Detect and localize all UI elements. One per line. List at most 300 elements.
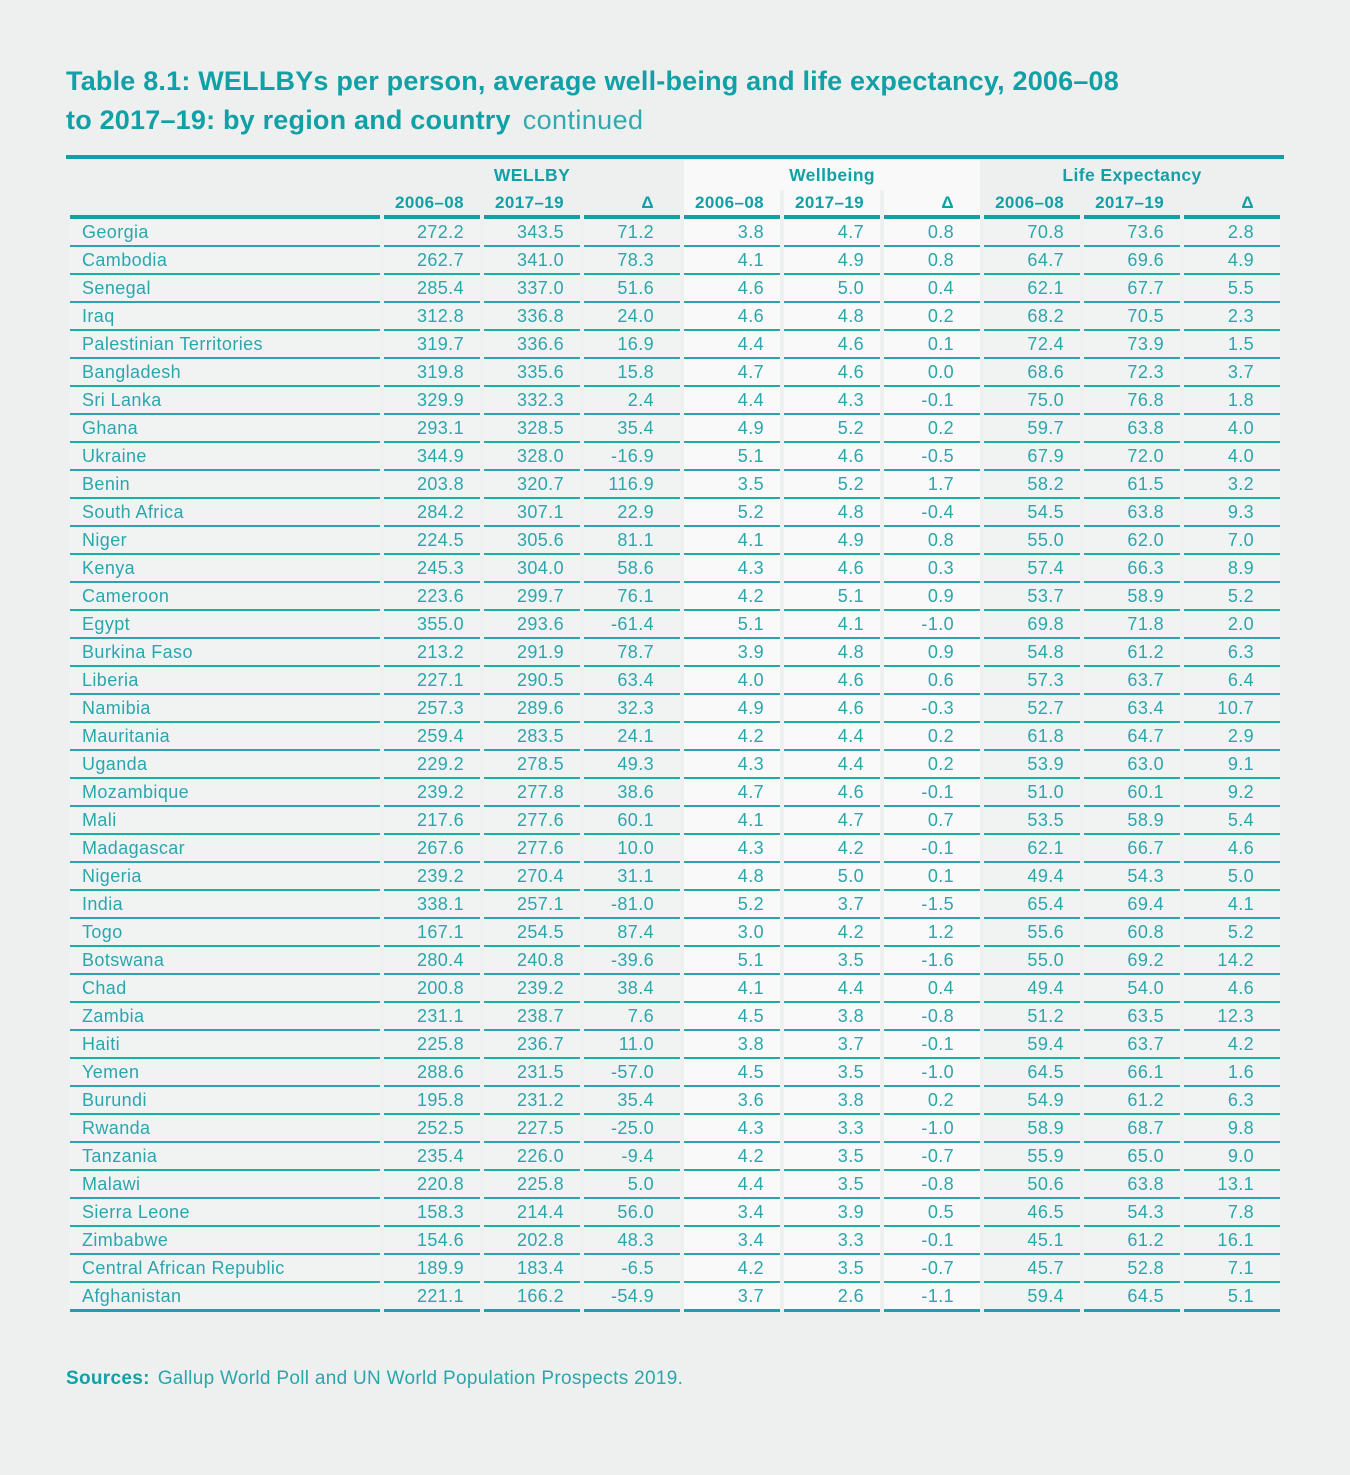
value-cell: -0.5 <box>884 443 980 471</box>
value-cell: 51.2 <box>984 1003 1080 1031</box>
value-cell: 277.6 <box>484 835 580 863</box>
column-header: 2006–08 <box>984 190 1080 219</box>
value-cell: 65.0 <box>1084 1143 1180 1171</box>
table-row <box>70 247 1280 275</box>
value-cell: 4.2 <box>684 1255 780 1283</box>
value-cell: 4.0 <box>1184 415 1280 443</box>
value-cell: 3.5 <box>784 947 880 975</box>
table-row <box>70 471 1280 499</box>
value-cell: 305.6 <box>484 527 580 555</box>
value-cell: 239.2 <box>384 779 480 807</box>
value-cell: 4.6 <box>784 779 880 807</box>
table-row <box>70 1087 1280 1115</box>
value-cell: 3.8 <box>684 219 780 247</box>
table-row <box>70 1143 1280 1171</box>
table-row <box>70 443 1280 471</box>
country-cell: Zambia <box>70 1003 380 1031</box>
value-cell: 0.1 <box>884 331 980 359</box>
table-row <box>70 1003 1280 1031</box>
value-cell: -39.6 <box>584 947 680 975</box>
value-cell: 3.4 <box>684 1227 780 1255</box>
value-cell: -0.1 <box>884 779 980 807</box>
value-cell: 72.3 <box>1084 359 1180 387</box>
value-cell: 70.5 <box>1084 303 1180 331</box>
value-cell: 6.3 <box>1184 1087 1280 1115</box>
table-row <box>70 499 1280 527</box>
country-cell: Haiti <box>70 1031 380 1059</box>
value-cell: 167.1 <box>384 919 480 947</box>
value-cell: 58.9 <box>1084 807 1180 835</box>
value-cell: 58.6 <box>584 555 680 583</box>
value-cell: 78.7 <box>584 639 680 667</box>
value-cell: 9.2 <box>1184 779 1280 807</box>
value-cell: 0.8 <box>884 527 980 555</box>
value-cell: 290.5 <box>484 667 580 695</box>
group-header-spacer <box>70 160 380 190</box>
value-cell: 6.4 <box>1184 667 1280 695</box>
value-cell: 45.7 <box>984 1255 1080 1283</box>
value-cell: 220.8 <box>384 1171 480 1199</box>
value-cell: 336.8 <box>484 303 580 331</box>
country-cell: Egypt <box>70 611 380 639</box>
value-cell: 329.9 <box>384 387 480 415</box>
table-row <box>70 415 1280 443</box>
value-cell: 3.9 <box>784 1199 880 1227</box>
value-cell: 238.7 <box>484 1003 580 1031</box>
value-cell: 49.4 <box>984 863 1080 891</box>
value-cell: 6.3 <box>1184 639 1280 667</box>
value-cell: 225.8 <box>384 1031 480 1059</box>
value-cell: 69.4 <box>1084 891 1180 919</box>
value-cell: 3.5 <box>784 1143 880 1171</box>
country-cell: Chad <box>70 975 380 1003</box>
value-cell: 278.5 <box>484 751 580 779</box>
value-cell: 4.0 <box>684 667 780 695</box>
value-cell: 320.7 <box>484 471 580 499</box>
value-cell: 2.4 <box>584 387 680 415</box>
column-header-delta: Δ <box>1184 190 1280 219</box>
value-cell: 4.6 <box>784 555 880 583</box>
country-cell: Bangladesh <box>70 359 380 387</box>
value-cell: 57.3 <box>984 667 1080 695</box>
table-row <box>70 1171 1280 1199</box>
value-cell: 4.3 <box>684 751 780 779</box>
value-cell: 54.3 <box>1084 1199 1180 1227</box>
value-cell: 231.2 <box>484 1087 580 1115</box>
country-cell: Rwanda <box>70 1115 380 1143</box>
table-row <box>70 1227 1280 1255</box>
value-cell: 69.2 <box>1084 947 1180 975</box>
value-cell: 68.2 <box>984 303 1080 331</box>
value-cell: 4.1 <box>784 611 880 639</box>
value-cell: -81.0 <box>584 891 680 919</box>
value-cell: 3.5 <box>684 471 780 499</box>
value-cell: 10.0 <box>584 835 680 863</box>
sources-label: Sources: <box>66 1368 150 1389</box>
value-cell: 63.5 <box>1084 1003 1180 1031</box>
value-cell: 227.1 <box>384 667 480 695</box>
group-header-wellby: WELLBY <box>493 164 571 185</box>
value-cell: 116.9 <box>584 471 680 499</box>
table-row <box>70 1255 1280 1283</box>
column-header: 2017–19 <box>784 190 880 219</box>
value-cell: 4.6 <box>784 667 880 695</box>
value-cell: 3.0 <box>684 919 780 947</box>
value-cell: 54.5 <box>984 499 1080 527</box>
value-cell: -0.1 <box>884 1227 980 1255</box>
value-cell: 5.0 <box>784 863 880 891</box>
value-cell: -16.9 <box>584 443 680 471</box>
value-cell: 336.6 <box>484 331 580 359</box>
value-cell: 337.0 <box>484 275 580 303</box>
value-cell: 4.2 <box>784 919 880 947</box>
value-cell: 217.6 <box>384 807 480 835</box>
value-cell: 4.5 <box>684 1003 780 1031</box>
value-cell: 4.7 <box>684 779 780 807</box>
value-cell: 72.4 <box>984 331 1080 359</box>
value-cell: -1.5 <box>884 891 980 919</box>
title-line-2: to 2017–19: by region and country <box>66 105 511 135</box>
value-cell: 63.4 <box>1084 695 1180 723</box>
table-row <box>70 723 1280 751</box>
value-cell: 299.7 <box>484 583 580 611</box>
value-cell: 71.8 <box>1084 611 1180 639</box>
table-row <box>70 1115 1280 1143</box>
value-cell: 53.9 <box>984 751 1080 779</box>
value-cell: 2.8 <box>1184 219 1280 247</box>
value-cell: 57.4 <box>984 555 1080 583</box>
table-row <box>70 611 1280 639</box>
value-cell: 5.1 <box>784 583 880 611</box>
table-row <box>70 751 1280 779</box>
value-cell: 55.9 <box>984 1143 1080 1171</box>
value-cell: 52.8 <box>1084 1255 1180 1283</box>
value-cell: 4.2 <box>684 723 780 751</box>
value-cell: 2.9 <box>1184 723 1280 751</box>
country-cell: Ghana <box>70 415 380 443</box>
value-cell: 277.8 <box>484 779 580 807</box>
value-cell: 328.5 <box>484 415 580 443</box>
value-cell: 58.9 <box>984 1115 1080 1143</box>
value-cell: 61.8 <box>984 723 1080 751</box>
value-cell: 49.3 <box>584 751 680 779</box>
column-header: 2017–19 <box>1084 190 1180 219</box>
value-cell: 76.8 <box>1084 387 1180 415</box>
country-cell: Madagascar <box>70 835 380 863</box>
value-cell: 335.6 <box>484 359 580 387</box>
value-cell: 63.7 <box>1084 1031 1180 1059</box>
title-line-1: Table 8.1: WELLBYs per person, average well-being and life expectancy, 2006–08 <box>66 66 1119 96</box>
value-cell: 61.5 <box>1084 471 1180 499</box>
table-row <box>70 695 1280 723</box>
value-cell: 0.3 <box>884 555 980 583</box>
value-cell: 67.7 <box>1084 275 1180 303</box>
table-row <box>70 835 1280 863</box>
value-cell: 5.2 <box>684 891 780 919</box>
value-cell: 7.6 <box>584 1003 680 1031</box>
value-cell: 319.8 <box>384 359 480 387</box>
value-cell: 16.1 <box>1184 1227 1280 1255</box>
country-cell: Sierra Leone <box>70 1199 380 1227</box>
value-cell: 4.1 <box>684 527 780 555</box>
value-cell: -9.4 <box>584 1143 680 1171</box>
value-cell: 4.5 <box>684 1059 780 1087</box>
value-cell: 3.6 <box>684 1087 780 1115</box>
value-cell: 60.8 <box>1084 919 1180 947</box>
country-cell: Central African Republic <box>70 1255 380 1283</box>
value-cell: -1.0 <box>884 1115 980 1143</box>
value-cell: 257.3 <box>384 695 480 723</box>
value-cell: -0.3 <box>884 695 980 723</box>
value-cell: 267.6 <box>384 835 480 863</box>
country-cell: Kenya <box>70 555 380 583</box>
value-cell: 7.1 <box>1184 1255 1280 1283</box>
table-row <box>70 779 1280 807</box>
country-cell: Mali <box>70 807 380 835</box>
value-cell: 64.7 <box>984 247 1080 275</box>
value-cell: 5.0 <box>584 1171 680 1199</box>
value-cell: 231.5 <box>484 1059 580 1087</box>
value-cell: 32.3 <box>584 695 680 723</box>
country-cell: Tanzania <box>70 1143 380 1171</box>
value-cell: 69.8 <box>984 611 1080 639</box>
value-cell: 307.1 <box>484 499 580 527</box>
value-cell: 87.4 <box>584 919 680 947</box>
value-cell: -0.7 <box>884 1143 980 1171</box>
value-cell: -1.0 <box>884 611 980 639</box>
value-cell: 4.6 <box>784 443 880 471</box>
country-cell: Senegal <box>70 275 380 303</box>
value-cell: 45.1 <box>984 1227 1080 1255</box>
country-cell: Sri Lanka <box>70 387 380 415</box>
value-cell: 332.3 <box>484 387 580 415</box>
value-cell: 4.9 <box>684 695 780 723</box>
value-cell: 280.4 <box>384 947 480 975</box>
value-cell: 24.0 <box>584 303 680 331</box>
value-cell: 59.4 <box>984 1031 1080 1059</box>
sources-text: Gallup World Poll and UN World Population Prospects 2019. <box>157 1368 684 1389</box>
value-cell: 3.7 <box>784 891 880 919</box>
value-cell: 72.0 <box>1084 443 1180 471</box>
value-cell: 13.1 <box>1184 1171 1280 1199</box>
column-header: 2006–08 <box>384 190 480 219</box>
value-cell: 259.4 <box>384 723 480 751</box>
value-cell: 4.6 <box>784 359 880 387</box>
value-cell: 4.9 <box>784 527 880 555</box>
value-cell: 328.0 <box>484 443 580 471</box>
value-cell: -0.8 <box>884 1171 980 1199</box>
value-cell: 158.3 <box>384 1199 480 1227</box>
value-cell: 22.9 <box>584 499 680 527</box>
value-cell: -25.0 <box>584 1115 680 1143</box>
value-cell: 9.3 <box>1184 499 1280 527</box>
value-cell: 221.1 <box>384 1283 480 1312</box>
value-cell: 50.6 <box>984 1171 1080 1199</box>
country-cell: South Africa <box>70 499 380 527</box>
value-cell: 283.5 <box>484 723 580 751</box>
value-cell: 55.6 <box>984 919 1080 947</box>
value-cell: 9.0 <box>1184 1143 1280 1171</box>
value-cell: 4.6 <box>1184 835 1280 863</box>
value-cell: 61.2 <box>1084 1087 1180 1115</box>
value-cell: 4.6 <box>1184 975 1280 1003</box>
value-cell: 54.8 <box>984 639 1080 667</box>
wellby-table <box>66 160 1284 1312</box>
value-cell: 4.6 <box>784 695 880 723</box>
value-cell: 1.6 <box>1184 1059 1280 1087</box>
value-cell: 4.3 <box>784 387 880 415</box>
value-cell: -6.5 <box>584 1255 680 1283</box>
value-cell: 12.3 <box>1184 1003 1280 1031</box>
value-cell: 53.5 <box>984 807 1080 835</box>
value-cell: 4.7 <box>784 219 880 247</box>
value-cell: 59.7 <box>984 415 1080 443</box>
value-cell: -54.9 <box>584 1283 680 1312</box>
value-cell: -0.1 <box>884 1031 980 1059</box>
value-cell: 5.5 <box>1184 275 1280 303</box>
value-cell: -0.8 <box>884 1003 980 1031</box>
value-cell: -0.4 <box>884 499 980 527</box>
value-cell: 355.0 <box>384 611 480 639</box>
value-cell: 166.2 <box>484 1283 580 1312</box>
value-cell: 62.0 <box>1084 527 1180 555</box>
value-cell: 214.4 <box>484 1199 580 1227</box>
value-cell: 68.7 <box>1084 1115 1180 1143</box>
country-cell: Ukraine <box>70 443 380 471</box>
value-cell: 3.2 <box>1184 471 1280 499</box>
value-cell: 38.6 <box>584 779 680 807</box>
value-cell: 202.8 <box>484 1227 580 1255</box>
value-cell: 1.5 <box>1184 331 1280 359</box>
value-cell: 3.9 <box>684 639 780 667</box>
value-cell: 24.1 <box>584 723 680 751</box>
value-cell: 58.2 <box>984 471 1080 499</box>
value-cell: 4.7 <box>784 807 880 835</box>
table-row <box>70 555 1280 583</box>
value-cell: 293.1 <box>384 415 480 443</box>
country-cell: Liberia <box>70 667 380 695</box>
value-cell: 3.4 <box>684 1199 780 1227</box>
country-cell: India <box>70 891 380 919</box>
value-cell: 62.1 <box>984 275 1080 303</box>
value-cell: 2.0 <box>1184 611 1280 639</box>
table-row <box>70 275 1280 303</box>
value-cell: 73.6 <box>1084 219 1180 247</box>
value-cell: 54.0 <box>1084 975 1180 1003</box>
value-cell: -0.1 <box>884 835 980 863</box>
value-cell: 203.8 <box>384 471 480 499</box>
table-row <box>70 947 1280 975</box>
value-cell: 4.4 <box>784 751 880 779</box>
value-cell: 224.5 <box>384 527 480 555</box>
table-row <box>70 863 1280 891</box>
value-cell: 70.8 <box>984 219 1080 247</box>
value-cell: 53.7 <box>984 583 1080 611</box>
value-cell: 0.6 <box>884 667 980 695</box>
title-divider-rule <box>66 155 1284 159</box>
value-cell: 63.8 <box>1084 499 1180 527</box>
value-cell: 231.1 <box>384 1003 480 1031</box>
country-cell: Uganda <box>70 751 380 779</box>
table-row <box>70 583 1280 611</box>
value-cell: 304.0 <box>484 555 580 583</box>
value-cell: 3.5 <box>784 1171 880 1199</box>
value-cell: 9.1 <box>1184 751 1280 779</box>
value-cell: 0.2 <box>884 751 980 779</box>
country-cell: Malawi <box>70 1171 380 1199</box>
value-cell: 343.5 <box>484 219 580 247</box>
value-cell: 5.0 <box>1184 863 1280 891</box>
value-cell: 3.8 <box>684 1031 780 1059</box>
value-cell: 3.3 <box>784 1227 880 1255</box>
value-cell: 66.1 <box>1084 1059 1180 1087</box>
value-cell: 58.9 <box>1084 583 1180 611</box>
value-cell: 0.9 <box>884 639 980 667</box>
value-cell: 289.6 <box>484 695 580 723</box>
value-cell: 35.4 <box>584 415 680 443</box>
value-cell: 319.7 <box>384 331 480 359</box>
value-cell: 1.2 <box>884 919 980 947</box>
country-cell: Nigeria <box>70 863 380 891</box>
group-header-life-expectancy: Life Expectancy <box>1062 164 1202 185</box>
table-row <box>70 219 1280 247</box>
country-cell: Benin <box>70 471 380 499</box>
value-cell: 56.0 <box>584 1199 680 1227</box>
value-cell: 64.7 <box>1084 723 1180 751</box>
group-header-wellbeing: Wellbeing <box>684 160 980 190</box>
value-cell: 3.7 <box>684 1283 780 1312</box>
value-cell: 4.9 <box>684 415 780 443</box>
value-cell: -61.4 <box>584 611 680 639</box>
value-cell: 62.1 <box>984 835 1080 863</box>
value-cell: 67.9 <box>984 443 1080 471</box>
value-cell: 4.8 <box>784 303 880 331</box>
table-row <box>70 667 1280 695</box>
value-cell: 4.1 <box>1184 891 1280 919</box>
country-cell: Palestinian Territories <box>70 331 380 359</box>
value-cell: 68.6 <box>984 359 1080 387</box>
value-cell: 4.2 <box>684 1143 780 1171</box>
value-cell: 4.1 <box>684 807 780 835</box>
value-cell: 4.4 <box>784 975 880 1003</box>
value-cell: 60.1 <box>584 807 680 835</box>
value-cell: -57.0 <box>584 1059 680 1087</box>
value-cell: 154.6 <box>384 1227 480 1255</box>
table-row <box>70 1031 1280 1059</box>
value-cell: 63.7 <box>1084 667 1180 695</box>
country-cell: Afghanistan <box>70 1283 380 1312</box>
value-cell: 239.2 <box>384 863 480 891</box>
value-cell: 3.8 <box>784 1003 880 1031</box>
country-cell: Niger <box>70 527 380 555</box>
value-cell: 183.4 <box>484 1255 580 1283</box>
value-cell: 4.4 <box>684 1171 780 1199</box>
value-cell: 2.6 <box>784 1283 880 1312</box>
value-cell: 66.3 <box>1084 555 1180 583</box>
table-row <box>70 919 1280 947</box>
column-header-delta: Δ <box>884 190 980 219</box>
value-cell: 9.8 <box>1184 1115 1280 1143</box>
value-cell: 71.2 <box>584 219 680 247</box>
column-header: 2006–08 <box>684 190 780 219</box>
value-cell: 229.2 <box>384 751 480 779</box>
value-cell: 66.7 <box>1084 835 1180 863</box>
value-cell: 5.1 <box>1184 1283 1280 1312</box>
value-cell: 16.9 <box>584 331 680 359</box>
value-cell: -1.1 <box>884 1283 980 1312</box>
value-cell: 3.5 <box>784 1059 880 1087</box>
value-cell: -0.7 <box>884 1255 980 1283</box>
